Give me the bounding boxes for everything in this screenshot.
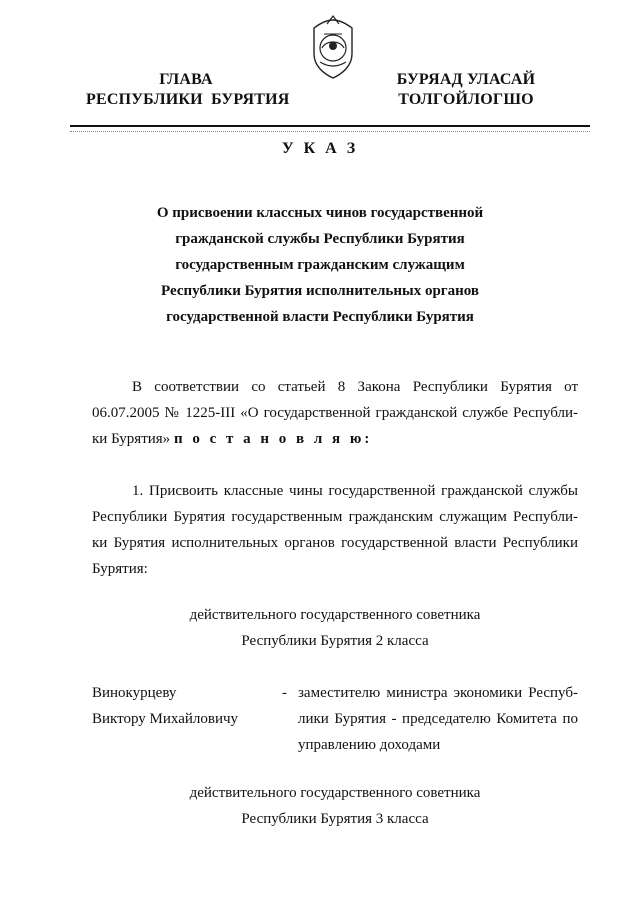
appointee-position: [298, 680, 578, 758]
item-1-line: Республики Бурятия государственным гражданским служащим Республи-: [92, 509, 578, 525]
rank-line: Республики Бурятия 3 класса: [241, 811, 429, 827]
preamble-line: 06.07.2005 № 1225-III «О государственной гражданской службе Республи-: [92, 405, 578, 421]
appointee-surname: Винокурцеву: [92, 685, 177, 701]
issuer-bua-line1: БУРЯАД УЛАСАЙ: [396, 71, 536, 88]
decree-verb: п о с т а н о в л я ю:: [173, 431, 373, 447]
preamble-line: [92, 426, 578, 452]
rank-heading-2: [92, 780, 578, 832]
preamble-paragraph: [92, 374, 578, 452]
rank-heading-1: [92, 602, 578, 654]
header-dotted-divider: [70, 131, 590, 132]
position-line: управлению доходами: [298, 737, 441, 753]
document-subject: [140, 200, 500, 330]
document-title: У К А З: [281, 140, 359, 157]
republic-emblem-icon: [308, 14, 358, 80]
appointee-dash: -: [282, 685, 287, 701]
subject-line: гражданской службы Республики Бурятия: [175, 231, 465, 247]
appointee-given-names: Виктору Михайловичу: [92, 711, 239, 727]
item-1-line: ки Бурятия исполнительных органов государственной власти Республики: [92, 535, 578, 551]
subject-line: государственной власти Республики Бурятия: [166, 309, 474, 325]
issuer-ru-line1: ГЛАВА: [159, 71, 213, 88]
item-1-paragraph: [92, 478, 578, 582]
issuer-bua: [392, 70, 540, 110]
issuer-bua-line2: ТОЛГОЙЛОГШО: [398, 91, 534, 108]
item-1-line: 1. Присвоить классные чины государственной гражданской службы: [132, 483, 578, 499]
issuer-ru: [86, 70, 290, 110]
subject-line: Республики Бурятия исполнительных органов: [161, 283, 479, 299]
rank-line: действительного государственного советника: [189, 785, 481, 801]
item-1-line: Бурятия:: [92, 561, 148, 577]
subject-line: О присвоении классных чинов государственной: [156, 205, 484, 221]
rank-line: действительного государственного советника: [189, 607, 481, 623]
header-divider: [70, 125, 590, 127]
rank-line: Республики Бурятия 2 класса: [241, 633, 429, 649]
position-line: заместителю министра экономики Респуб-: [298, 685, 578, 701]
preamble-text: ки Бурятия»: [92, 431, 174, 447]
appointee-name: [92, 680, 292, 732]
subject-line: государственным гражданским служащим: [175, 257, 465, 273]
preamble-line: В соответствии со статьей 8 Закона Республики Бурятия от: [132, 379, 578, 395]
position-line: лики Бурятия - председателю Комитета по: [298, 711, 578, 727]
issuer-ru-line2: РЕСПУБЛИКИ БУРЯТИЯ: [86, 91, 290, 108]
